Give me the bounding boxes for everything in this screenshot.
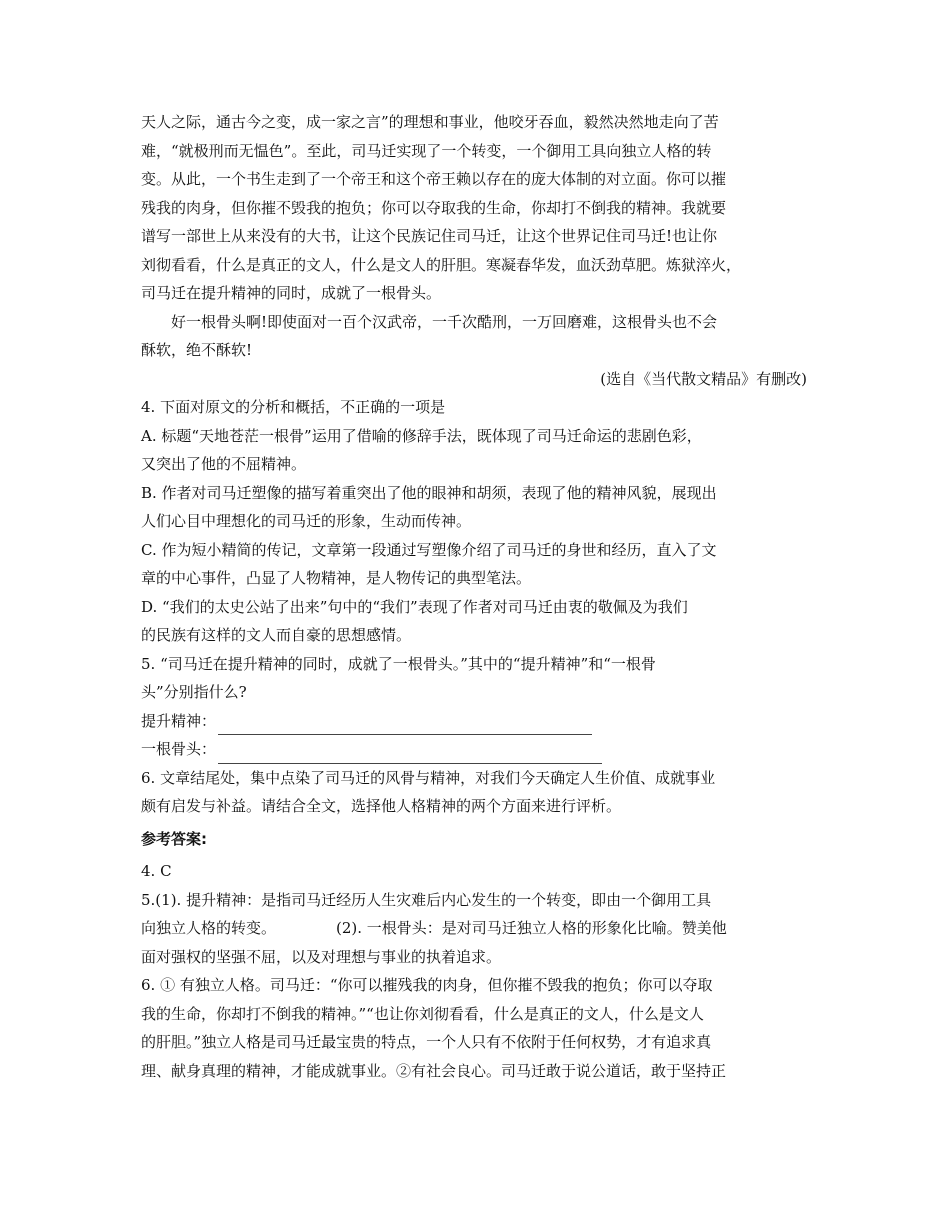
answer-4: 4. C bbox=[141, 862, 172, 880]
option-c-cont: 章的中心事件，凸显了人物精神，是人物传记的典型笔法。 bbox=[141, 569, 532, 587]
passage-line: 谱写一部世上从来没有的大书，让这个民族记住司马迁，让这个世界记住司马迁!也让你 bbox=[141, 227, 718, 245]
passage-line: 酥软，绝不酥软! bbox=[141, 341, 253, 359]
option-c: C. 作为短小精简的传记，文章第一段通过写塑像介绍了司马迁的身世和经历，直入了文 bbox=[141, 540, 717, 559]
answer-5-line bbox=[141, 914, 813, 943]
question-stem-cont: 颇有启发与补益。请结合全文，选择他人格精神的两个方面来进行评析。 bbox=[141, 797, 622, 815]
passage-source: (选自《当代散文精品》有删改) bbox=[600, 369, 807, 388]
option-a: A. 标题“天地苍茫一根骨”运用了借喻的修辞手法，既体现了司马迁命运的悲剧色彩， bbox=[141, 426, 702, 445]
answer-5-part: 向独立人格的转变。 bbox=[141, 919, 277, 937]
answer-6-line: 的肝胆。”独立人格是司马迁最宝贵的特点，一个人只有不依附于任何权势，才有追求真 bbox=[141, 1033, 712, 1051]
option-d: D. “我们的太史公站了出来”句中的“我们”表现了作者对司马迁由衷的敬佩及为我们 bbox=[141, 597, 688, 616]
passage-line: 司马迁在提升精神的同时，成就了一根骨头。 bbox=[141, 284, 442, 302]
question-6 bbox=[141, 764, 813, 821]
document-page bbox=[141, 108, 813, 1085]
passage-line: 刘彻看看，什么是真正的文人，什么是文人的肝胆。寒凝春华发，血沃劲草肥。炼狱淬火， bbox=[141, 255, 742, 274]
answer-5-line: 5.(1). 提升精神：是指司马迁经历人生灾难后内心发生的一个转变，即由一个御用工具 bbox=[141, 890, 712, 909]
answer-blank-row-1 bbox=[141, 707, 813, 736]
passage-final-paragraph bbox=[141, 308, 813, 365]
option-d-cont: 的民族有这样的文人而自豪的思想感情。 bbox=[141, 626, 412, 644]
blank-label: 一根骨头： bbox=[141, 740, 217, 758]
answer-blank-line[interactable] bbox=[218, 745, 602, 764]
answer-6-line: 我的生命，你却打不倒我的精神。”“也让你刘彻看看，什么是真正的文人，什么是文人 bbox=[141, 1004, 704, 1023]
option-b: B. 作者对司马迁塑像的描写着重突出了他的眼神和胡须，表现了他的精神风貌，展现出 bbox=[141, 483, 717, 502]
answer-blank-line[interactable] bbox=[218, 716, 592, 735]
question-stem: 6. 文章结尾处，集中点染了司马迁的风骨与精神，对我们今天确定人生价值、成就事业 bbox=[141, 768, 716, 787]
answer-blank-row-2 bbox=[141, 735, 813, 764]
passage-line: 难，“就极刑而无愠色”。至此，司马迁实现了一个转变，一个御用工具向独立人格的转 bbox=[141, 141, 712, 160]
passage-line: 天人之际，通古今之变，成一家之言”的理想和事业，他咬牙吞血，毅然决然地走向了苦 bbox=[141, 113, 719, 131]
passage-line: 残我的肉身，但你摧不毁我的抱负；你可以夺取我的生命，你却打不倒我的精神。我就要 bbox=[141, 198, 727, 217]
answers-section bbox=[141, 857, 813, 1085]
option-b-cont: 人们心目中理想化的司马迁的形象，生动而传神。 bbox=[141, 512, 472, 530]
question-stem-cont: 头”分别指什么? bbox=[141, 683, 247, 701]
answers-heading: 参考答案: bbox=[141, 829, 207, 848]
question-stem: 5. “司马迁在提升精神的同时，成就了一根骨头。”其中的“提升精神”和“一根骨 bbox=[141, 654, 656, 673]
question-5 bbox=[141, 650, 813, 764]
blank-label: 提升精神： bbox=[141, 711, 217, 730]
passage-line: 变。从此，一个书生走到了一个帝王和这个帝王赖以存在的庞大体制的对立面。你可以摧 bbox=[141, 170, 727, 188]
passage-line: 好一根骨头啊!即使面对一百个汉武帝，一千次酷刑，一万回磨难，这根骨头也不会 bbox=[171, 312, 718, 331]
answer-5-line: 面对强权的坚强不屈，以及对理想与事业的执着追求。 bbox=[141, 947, 502, 966]
passage-paragraph bbox=[141, 108, 813, 308]
question-4 bbox=[141, 393, 813, 650]
answer-6-line: 6. ① 有独立人格。司马迁：“你可以摧残我的肉身，但你摧不毁我的抱负；你可以夺取 bbox=[141, 976, 713, 994]
answer-6-line: 理、献身真理的精神，才能成就事业。②有社会良心。司马迁敢于说公道话，敢于坚持正 bbox=[141, 1061, 727, 1080]
option-a-cont: 又突出了他的不屈精神。 bbox=[141, 455, 307, 473]
answer-5-part: (2). 一根骨头：是对司马迁独立人格的形象化比喻。赞美他 bbox=[336, 919, 727, 937]
question-stem: 4. 下面对原文的分析和概括，不正确的一项是 bbox=[141, 398, 446, 416]
